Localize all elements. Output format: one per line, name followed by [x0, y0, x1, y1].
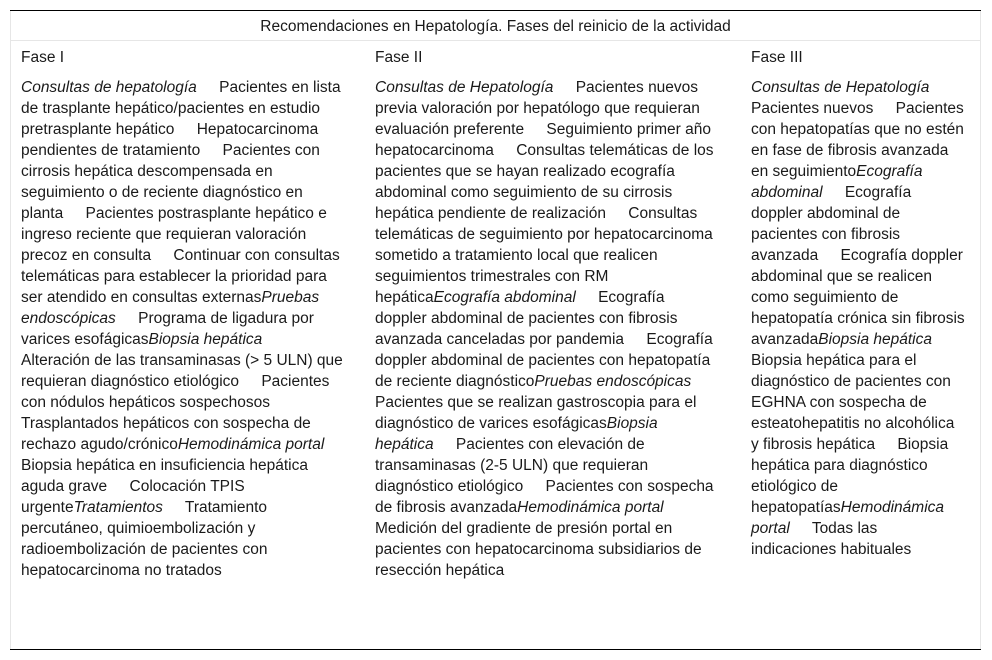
recommendation-item: Ecografía doppler abdominal que se realicen como seguimiento de hepatopatía crónica sin fibrosis avanzada	[751, 247, 965, 348]
section-label: Hemodinámica portal	[177, 436, 325, 453]
recommendation-item: Consultas telemáticas de seguimiento por hepatocarcinoma sometido a tratamiento local que realicen seguimientos trimestrales con RM hepática	[375, 205, 713, 306]
table-top-rule	[10, 10, 981, 11]
section-label: Ecografía abdominal	[751, 163, 923, 201]
recommendation-item: Hepatocarcinoma pendientes de tratamiento	[21, 121, 319, 159]
column-fase-2	[375, 48, 720, 581]
recommendation-item: Biopsia hepática en insuficiencia hepática aguda grave	[21, 457, 308, 495]
recommendation-item: Ecografía doppler abdominal de pacientes con hepatopatía de reciente diagnóstico	[375, 331, 713, 390]
recommendation-item: Pacientes con nódulos hepáticos sospechosos	[21, 373, 330, 411]
recommendation-item: Pacientes nuevos	[751, 100, 874, 117]
section-label: Pruebas endoscópicas	[534, 373, 692, 390]
column-header: Fase III	[751, 49, 803, 66]
section-label: Consultas de Hepatología	[751, 79, 930, 96]
column-body	[751, 77, 965, 560]
recommendation-item: Programa de ligadura por varices esofágicas	[21, 310, 314, 348]
recommendation-item: Pacientes con hepatopatías que no estén en fase de fibrosis avanzada en seguimiento	[751, 100, 964, 180]
recommendation-item: Pacientes con sospecha de fibrosis avanzada	[375, 478, 714, 516]
section-label: Hemodinámica portal	[751, 499, 945, 537]
section-label: Pruebas endoscópicas	[21, 289, 320, 327]
section-label: Tratamientos	[73, 499, 163, 516]
recommendation-item: Biopsia hepática para el diagnóstico de pacientes con EGHNA con sospecha de esteatohepatitis no alcohólica y fibrosis hepática	[751, 352, 955, 453]
column-fase-1	[21, 48, 343, 581]
caption-divider	[10, 40, 981, 41]
recommendation-item: Seguimiento primer año hepatocarcinoma	[375, 121, 711, 159]
recommendation-item: Pacientes en lista de trasplante hepático/pacientes en estudio pretrasplante hepático	[21, 79, 341, 138]
section-label: Hemodinámica portal	[517, 499, 664, 516]
recommendation-item: Medición del gradiente de presión portal en pacientes con hepatocarcinoma subsidiarios de resección hepática	[375, 520, 702, 579]
section-label: Biopsia hepática	[148, 331, 263, 348]
recommendation-item: Alteración de las transaminasas (> 5 ULN) que requieran diagnóstico etiológico	[21, 352, 343, 390]
recommendation-item: Ecografía doppler abdominal de pacientes con fibrosis avanzada	[751, 184, 912, 264]
recommendation-item: Continuar con consultas telemáticas para establecer la prioridad para ser atendido en consultas externas	[21, 247, 340, 306]
recommendation-item: Pacientes con cirrosis hepática descompensada en seguimiento o de reciente diagnóstico en planta	[21, 142, 320, 222]
column-header: Fase II	[375, 49, 423, 66]
recommendation-item: Tratamiento percutáneo, quimioembolización y radioembolización de pacientes con hepatocarcinoma no tratados	[21, 499, 268, 579]
column-fase-3	[751, 48, 965, 560]
recommendation-item: Pacientes nuevos previa valoración por hepatólogo que requieran evaluación preferente	[375, 79, 700, 138]
recommendation-item: Biopsia hepática para diagnóstico etiológico de hepatopatías	[751, 436, 949, 516]
section-label: Biopsia hepática	[818, 331, 932, 348]
table-bottom-rule	[10, 649, 981, 650]
section-label: Biopsia hepática	[375, 415, 658, 453]
column-body	[375, 77, 720, 581]
recommendation-item: Ecografía doppler abdominal de pacientes con fibrosis avanzada canceladas por pandemia	[375, 289, 678, 348]
section-label: Consultas de Hepatología	[375, 79, 554, 96]
column-header: Fase I	[21, 49, 65, 66]
table-caption: Recomendaciones en Hepatología. Fases del reinicio de la actividad	[260, 18, 731, 35]
recommendation-item: Pacientes postrasplante hepático e ingreso reciente que requieran valoración precoz en consulta	[21, 205, 327, 264]
recommendation-item: Todas las indicaciones habituales	[751, 520, 912, 558]
recommendation-item: Trasplantados hepáticos con sospecha de rechazo agudo/crónico	[21, 415, 311, 453]
recommendation-item: Colocación TPIS urgente	[21, 478, 245, 516]
recommendation-item: Consultas telemáticas de los pacientes que se hayan realizado ecografía abdominal como seguimiento de su cirrosis hepática pendiente de realización	[375, 142, 714, 222]
section-label: Consultas de hepatología	[21, 79, 197, 96]
section-label: Ecografía abdominal	[433, 289, 576, 306]
recommendation-item: Pacientes que se realizan gastroscopia para el diagnóstico de varices esofágicas	[375, 394, 697, 432]
recommendation-item: Pacientes con elevación de transaminasas (2-5 ULN) que requieran diagnóstico etiológico	[375, 436, 649, 495]
column-body	[21, 77, 343, 581]
